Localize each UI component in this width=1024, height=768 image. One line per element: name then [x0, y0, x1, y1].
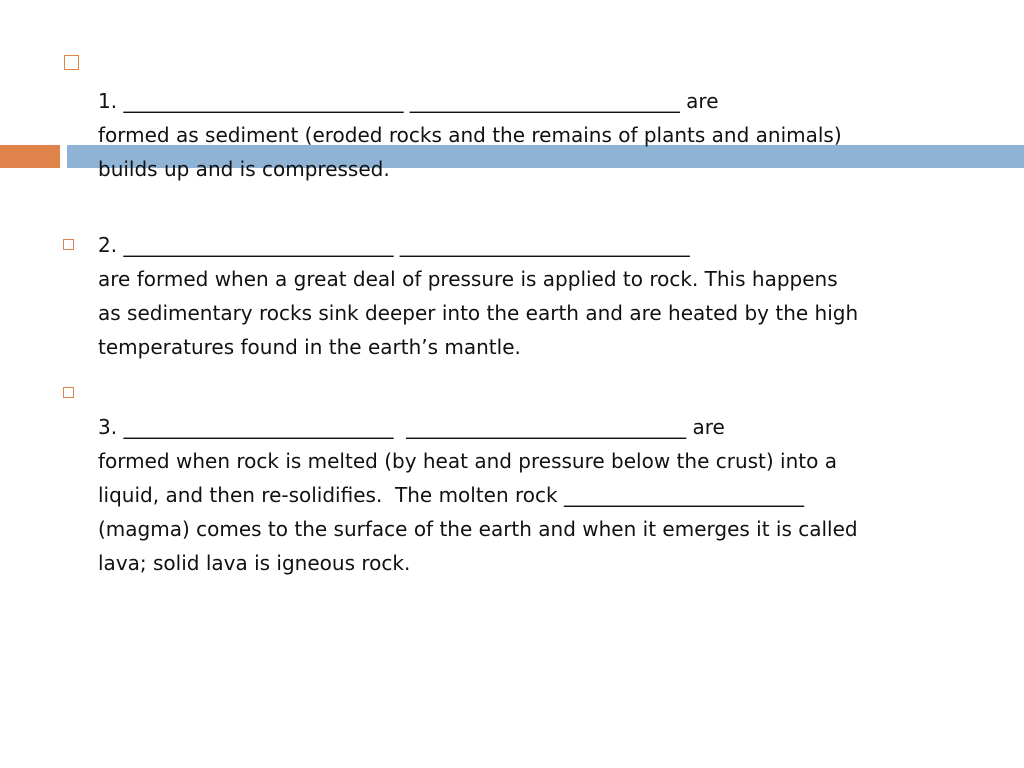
item-3-line: lava; solid lava is igneous rock. [98, 551, 411, 575]
item-2-line: 2. ___________________________ _____________________________ [98, 233, 690, 257]
item-3-line: liquid, and then re-solidifies. The molten rock ________________________ [98, 483, 804, 507]
fill-in-item-2 [98, 228, 978, 364]
item-1-line: formed as sediment (eroded rocks and the remains of plants and animals) [98, 123, 842, 147]
item-2-line: are formed when a great deal of pressure is applied to rock. This happens [98, 267, 838, 291]
item-3-line: formed when rock is melted (by heat and pressure below the crust) into a [98, 449, 837, 473]
item-3-line: (magma) comes to the surface of the earth and when it emerges it is called [98, 517, 858, 541]
fill-in-item-1 [98, 84, 978, 186]
accent-bar-orange [0, 145, 60, 168]
item-3-line: 3. ___________________________ ____________________________ are [98, 415, 725, 439]
item-1-line: 1. ____________________________ ___________________________ are [98, 89, 719, 113]
fill-in-item-3 [98, 410, 978, 580]
hollow-square-bullet-icon [64, 55, 79, 70]
item-2-line: as sedimentary rocks sink deeper into the earth and are heated by the high [98, 301, 859, 325]
item-1-line: builds up and is compressed. [98, 157, 390, 181]
item-2-line: temperatures found in the earth’s mantle. [98, 335, 521, 359]
hollow-square-bullet-icon [63, 387, 74, 398]
hollow-square-bullet-icon [63, 239, 74, 250]
